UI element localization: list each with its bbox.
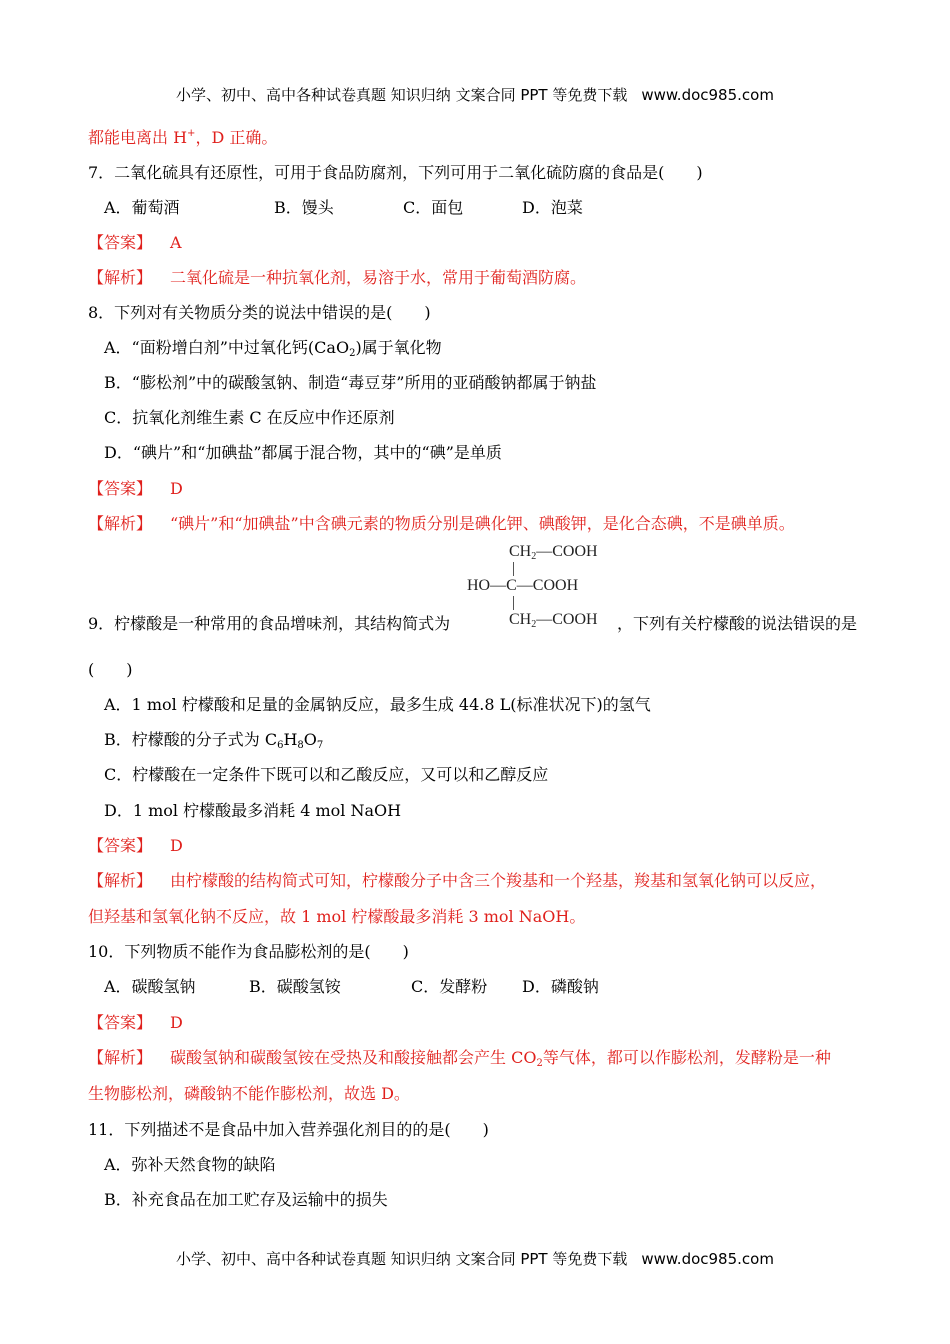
q8-option-a: A．“面粉增白剂”中过氧化钙(CaO$_2$)属于氧化物: [104, 338, 442, 359]
q7-option-d: D．泡菜: [522, 198, 583, 217]
page-footer: [0, 1248, 950, 1269]
q10-answer: 【答案】 D: [88, 1013, 183, 1032]
q9-stem-tail: ，下列有关柠檬酸的说法错误的是: [617, 614, 858, 633]
q9-analysis-line1: 【解析】 由柠檬酸的结构简式可知，柠檬酸分子中含三个羧基和一个羟基，羧基和氢氧化钠可以反应，: [88, 871, 827, 890]
q10-analysis-line2: 生物膨松剂，磷酸钠不能作膨松剂，故选 D。: [88, 1084, 410, 1103]
q8-option-d: D．“碘片”和“加碘盐”都属于混合物，其中的“碘”是单质: [104, 443, 502, 462]
structure-bottom: $CH_2—COOH$: [509, 611, 598, 630]
q7-answer: 【答案】 A: [88, 233, 182, 252]
q7-analysis: 【解析】 二氧化硫是一种抗氧化剂，易溶于水，常用于葡萄酒防腐。: [88, 268, 587, 287]
q9-paren: ( ): [88, 660, 133, 679]
header-text: 小学、初中、高中各种试卷真题 知识归纳 文案合同 PPT 等免费下载: [176, 86, 628, 104]
q7-option-c: C．面包: [403, 198, 464, 217]
footer-site-link[interactable]: www.doc985.com: [641, 1250, 774, 1268]
carryover-analysis: 都能电离出 H+，D 正确。: [88, 128, 278, 147]
footer-text: 小学、初中、高中各种试卷真题 知识归纳 文案合同 PPT 等免费下载: [176, 1250, 628, 1268]
q9-answer: 【答案】 D: [88, 836, 183, 855]
q9-option-d: D．1 mol 柠檬酸最多消耗 4 mol NaOH: [104, 801, 402, 820]
header-site-link[interactable]: www.doc985.com: [641, 86, 774, 104]
q11-option-a: A．弥补天然食物的缺陷: [104, 1155, 276, 1174]
q10-analysis-line1: 【解析】 碳酸氢钠和碳酸氢铵在受热及和酸接触都会产生 $CO_2$等气体，都可以作膨松剂，发酵粉是一种: [88, 1048, 831, 1069]
q8-option-b: B．“膨松剂”中的碳酸氢钠、制造“毒豆芽”所用的亚硝酸钠都属于钠盐: [104, 373, 597, 392]
q11-option-b: B．补充食品在加工贮存及运输中的损失: [104, 1190, 388, 1209]
q9-option-a: A．1 mol 柠檬酸和足量的金属钠反应，最多生成 44.8 L(标准状况下)的氢气: [104, 695, 651, 714]
q8-answer: 【答案】 D: [88, 479, 183, 498]
structure-middle: HO—C—COOH: [467, 577, 579, 594]
q8-analysis: 【解析】 “碘片”和“加碘盐”中含碘元素的物质分别是碘化钾、碘酸钾，是化合态碘，不是碘单质。: [88, 514, 795, 533]
structure-bond-top: [513, 562, 514, 576]
q9-stem: 9．柠檬酸是一种常用的食品增味剂，其结构简式为: [88, 614, 451, 633]
q9-analysis-line2: 但羟基和氢氧化钠不反应，故 1 mol 柠檬酸最多消耗 3 mol NaOH。: [88, 907, 586, 926]
page-header: [0, 84, 950, 105]
q10-option-c: C．发酵粉: [411, 977, 488, 996]
structure-bond-bottom: [513, 596, 514, 610]
q8-option-c: C．抗氧化剂维生素 C 在反应中作还原剂: [104, 408, 395, 427]
q10-option-a: A．碳酸氢钠: [104, 977, 196, 996]
q7-option-b: B．馒头: [274, 198, 334, 217]
q8-stem: 8．下列对有关物质分类的说法中错误的是( ): [88, 303, 431, 322]
q10-option-b: B．碳酸氢铵: [249, 977, 341, 996]
q9-option-b: B．柠檬酸的分子式为 $C_6H_8O_7$: [104, 730, 324, 751]
q9-option-c: C．柠檬酸在一定条件下既可以和乙酸反应，又可以和乙醇反应: [104, 765, 549, 784]
structure-top: $CH_2—COOH$: [509, 543, 598, 562]
q10-stem: 10．下列物质不能作为食品膨松剂的是( ): [88, 942, 409, 961]
q10-option-d: D．磷酸钠: [522, 977, 599, 996]
q7-option-a: A．葡萄酒: [104, 198, 180, 217]
q7-stem: 7．二氧化硫具有还原性，可用于食品防腐剂，下列可用于二氧化硫防腐的食品是( ): [88, 163, 703, 182]
q11-stem: 11．下列描述不是食品中加入营养强化剂目的的是( ): [88, 1120, 489, 1139]
